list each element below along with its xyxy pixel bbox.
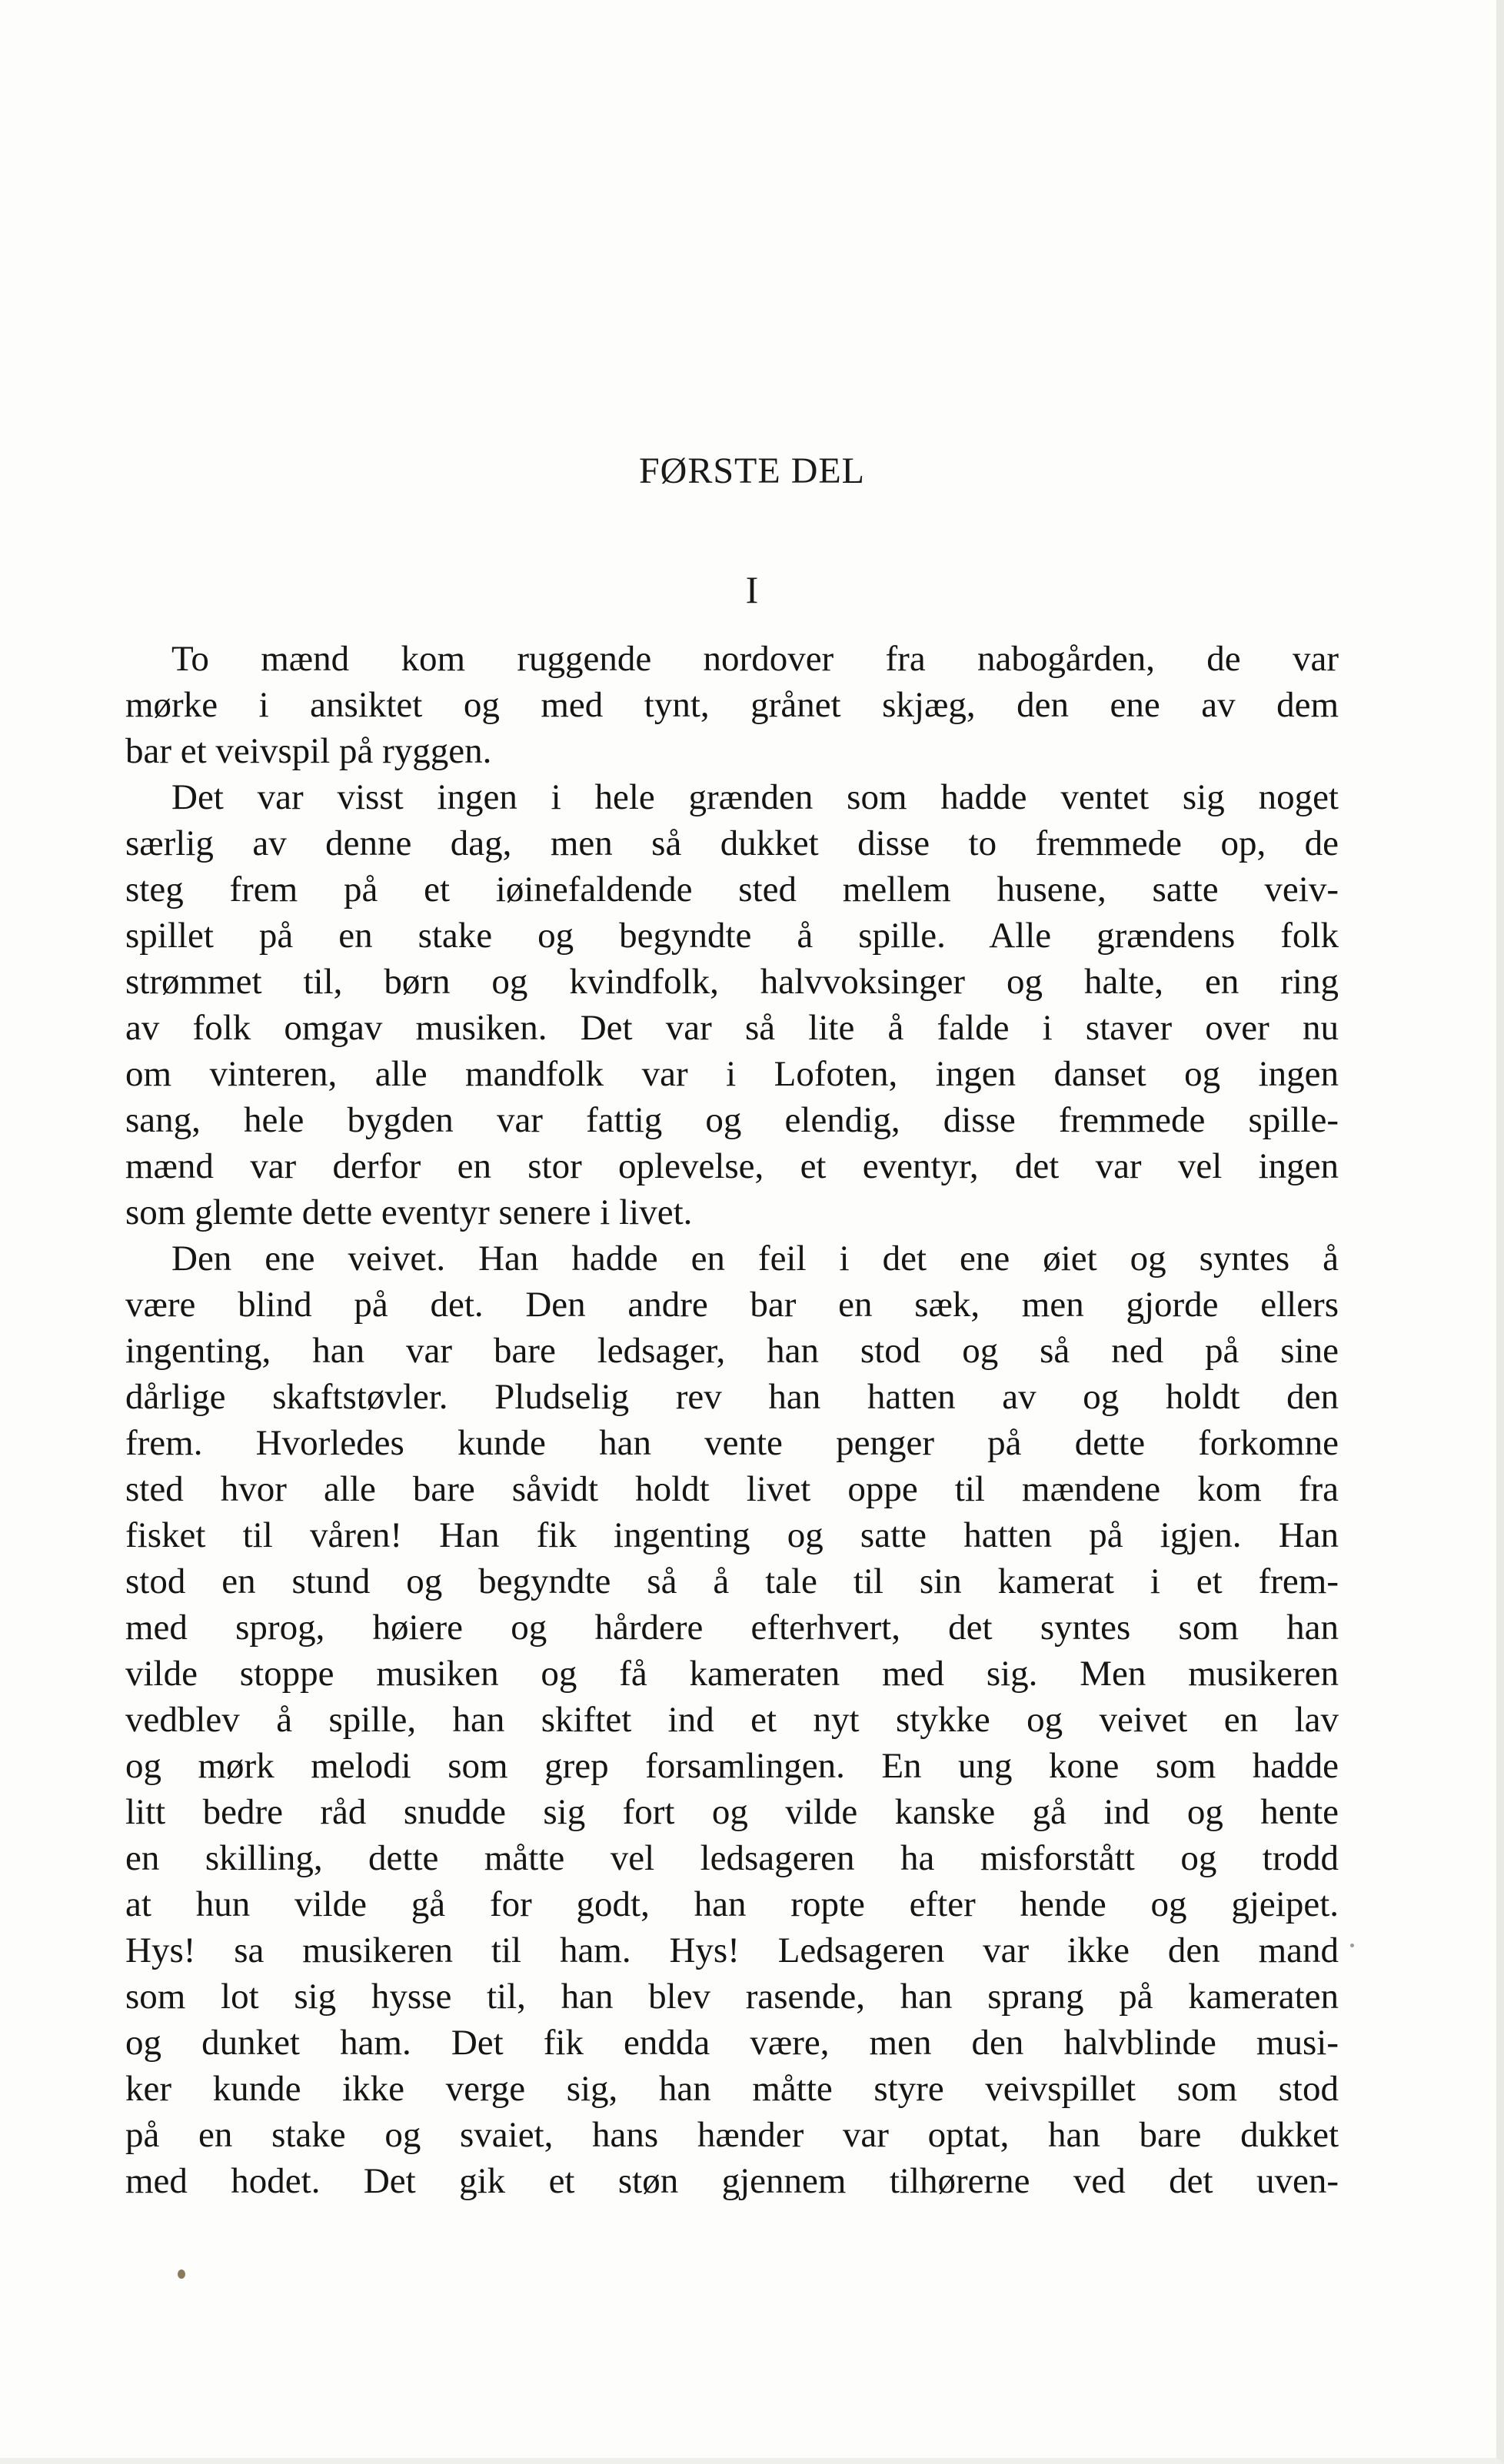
text-line: av folk omgav musiken. Det var så lite å falde i staver over nu xyxy=(125,1008,1339,1048)
text-line: mænd var derfor en stor oplevelse, et eventyr, det var vel ingen xyxy=(125,1146,1339,1186)
text-line: Det var visst ingen i hele grænden som hadde ventet sig noget xyxy=(171,777,1339,817)
text-line: vedblev å spille, han skiftet ind et nyt stykke og veivet en lav xyxy=(125,1700,1339,1740)
text-line: sang, hele bygden var fattig og elendig, disse fremmede spille- xyxy=(125,1100,1339,1140)
ink-speck xyxy=(178,2269,185,2279)
text-line: og mørk melodi som grep forsamlingen. En ung kone som hadde xyxy=(125,1746,1339,1786)
text-line: ingenting, han var bare ledsager, han stod og så ned på sine xyxy=(125,1331,1339,1371)
text-line: med hodet. Det gik et støn gjennem tilhørerne ved det uven- xyxy=(125,2161,1339,2201)
text-line: at hun vilde gå for godt, han ropte efter hende og gjeipet. xyxy=(125,1884,1339,1924)
part-title: FØRSTE DEL xyxy=(638,451,865,491)
text-line: Hys! sa musikeren til ham. Hys! Ledsageren var ikke den mand xyxy=(125,1930,1339,1970)
text-line: på en stake og svaiet, hans hænder var optat, han bare dukket xyxy=(125,2115,1339,2155)
text-line: spillet på en stake og begyndte å spille. Alle grændens folk xyxy=(125,916,1339,956)
ink-speck xyxy=(1350,1944,1354,1947)
text-line: Den ene veivet. Han hadde en feil i det ene øiet og syntes å xyxy=(171,1239,1339,1279)
text-line: sted hvor alle bare såvidt holdt livet oppe til mændene kom fra xyxy=(125,1469,1339,1509)
text-line: særlig av denne dag, men så dukket disse to fremmede op, de xyxy=(125,823,1339,863)
text-line: vilde stoppe musiken og få kameraten med sig. Men musikeren xyxy=(125,1654,1339,1694)
text-line: frem. Hvorledes kunde han vente penger på dette forkomne xyxy=(125,1423,1339,1463)
text-line: som lot sig hysse til, han blev rasende, han sprang på kameraten xyxy=(125,1977,1339,2017)
text-line: mørke i ansiktet og med tynt, grånet skjæg, den ene av dem xyxy=(125,685,1339,725)
text-line: om vinteren, alle mandfolk var i Lofoten, ingen danset og ingen xyxy=(125,1054,1339,1094)
text-line: litt bedre råd snudde sig fort og vilde kanske gå ind og hente xyxy=(125,1792,1339,1832)
text-line: en skilling, dette måtte vel ledsageren ha misforstått og trodd xyxy=(125,1838,1339,1878)
text-line: bar et veivspil på ryggen. xyxy=(125,731,492,771)
text-line: dårlige skaftstøvler. Pludselig rev han hatten av og holdt den xyxy=(125,1377,1339,1417)
body-text xyxy=(125,636,1339,2204)
text-line: strømmet til, børn og kvindfolk, halvvoksinger og halte, en ring xyxy=(125,962,1339,1002)
text-line: fisket til våren! Han fik ingenting og satte hatten på igjen. Han xyxy=(125,1515,1339,1555)
text-line: To mænd kom ruggende nordover fra nabogården, de var xyxy=(171,639,1339,679)
text-line: steg frem på et iøinefaldende sted mellem husene, satte veiv- xyxy=(125,870,1339,909)
chapter-number: I xyxy=(745,568,759,611)
text-line: ker kunde ikke verge sig, han måtte styre veivspillet som stod xyxy=(125,2069,1339,2109)
text-line: som glemte dette eventyr senere i livet. xyxy=(125,1192,693,1232)
text-line: stod en stund og begyndte så å tale til sin kamerat i et frem- xyxy=(125,1561,1339,1601)
text-line: med sprog, høiere og hårdere efterhvert, det syntes som han xyxy=(125,1608,1339,1648)
text-line: være blind på det. Den andre bar en sæk, men gjorde ellers xyxy=(125,1285,1339,1325)
text-line: og dunket ham. Det fik endda være, men den halvblinde musi- xyxy=(125,2023,1339,2063)
